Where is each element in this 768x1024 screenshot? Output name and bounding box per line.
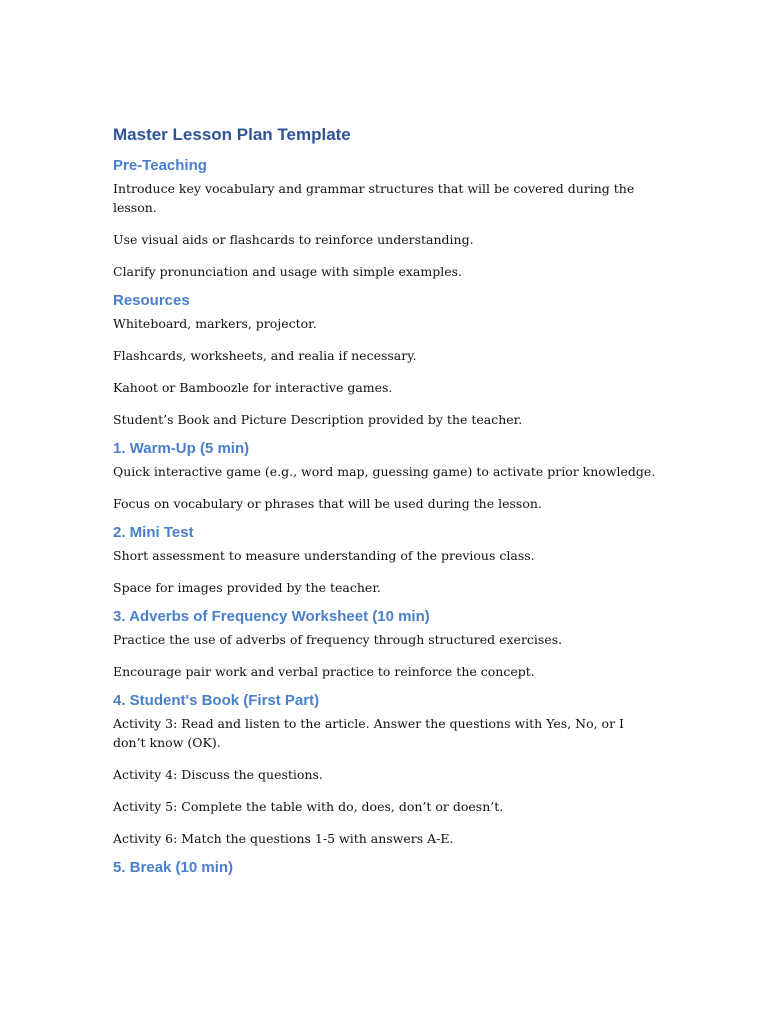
section-heading: 5. Break (10 min) bbox=[113, 859, 234, 876]
section-heading: Resources bbox=[113, 292, 190, 309]
section-resources bbox=[113, 291, 658, 429]
section-paragraph: Student’s Book and Picture Description provided by the teacher. bbox=[113, 412, 523, 427]
section-paragraph: Kahoot or Bamboozle for interactive games. bbox=[113, 380, 393, 395]
section-paragraph: Activity 4: Discuss the questions. bbox=[113, 767, 323, 782]
section-paragraph: Activity 6: Match the questions 1-5 with answers A-E. bbox=[113, 831, 454, 846]
section-break bbox=[113, 858, 658, 878]
document-title: Master Lesson Plan Template bbox=[113, 125, 351, 144]
section-paragraph: Encourage pair work and verbal practice to reinforce the concept. bbox=[113, 664, 535, 679]
section-paragraph: Activity 3: Read and listen to the article. Answer the questions with Yes, No, or I don’t know (OK). bbox=[113, 716, 624, 750]
section-paragraph: Short assessment to measure understanding of the previous class. bbox=[113, 548, 535, 563]
section-students-book bbox=[113, 691, 658, 848]
section-paragraph: Whiteboard, markers, projector. bbox=[113, 316, 317, 331]
section-warm-up bbox=[113, 439, 658, 513]
document-content bbox=[113, 124, 658, 881]
section-paragraph: Practice the use of adverbs of frequency through structured exercises. bbox=[113, 632, 563, 647]
section-paragraph: Clarify pronunciation and usage with simple examples. bbox=[113, 264, 463, 279]
section-paragraph: Introduce key vocabulary and grammar structures that will be covered during the lesson. bbox=[113, 181, 635, 215]
section-paragraph: Space for images provided by the teacher. bbox=[113, 580, 381, 595]
section-mini-test bbox=[113, 523, 658, 597]
section-heading: Pre-Teaching bbox=[113, 157, 207, 174]
section-heading: 4. Student's Book (First Part) bbox=[113, 692, 320, 709]
section-heading: 1. Warm-Up (5 min) bbox=[113, 440, 250, 457]
section-paragraph: Activity 5: Complete the table with do, does, don’t or doesn’t. bbox=[113, 799, 504, 814]
section-pre-teaching bbox=[113, 156, 658, 281]
section-paragraph: Quick interactive game (e.g., word map, guessing game) to activate prior knowledge. bbox=[113, 464, 656, 479]
section-paragraph: Focus on vocabulary or phrases that will be used during the lesson. bbox=[113, 496, 542, 511]
section-heading: 3. Adverbs of Frequency Worksheet (10 min) bbox=[113, 608, 430, 625]
section-heading: 2. Mini Test bbox=[113, 524, 194, 541]
section-adverbs-worksheet bbox=[113, 607, 658, 681]
section-paragraph: Use visual aids or flashcards to reinforce understanding. bbox=[113, 232, 474, 247]
section-paragraph: Flashcards, worksheets, and realia if necessary. bbox=[113, 348, 417, 363]
